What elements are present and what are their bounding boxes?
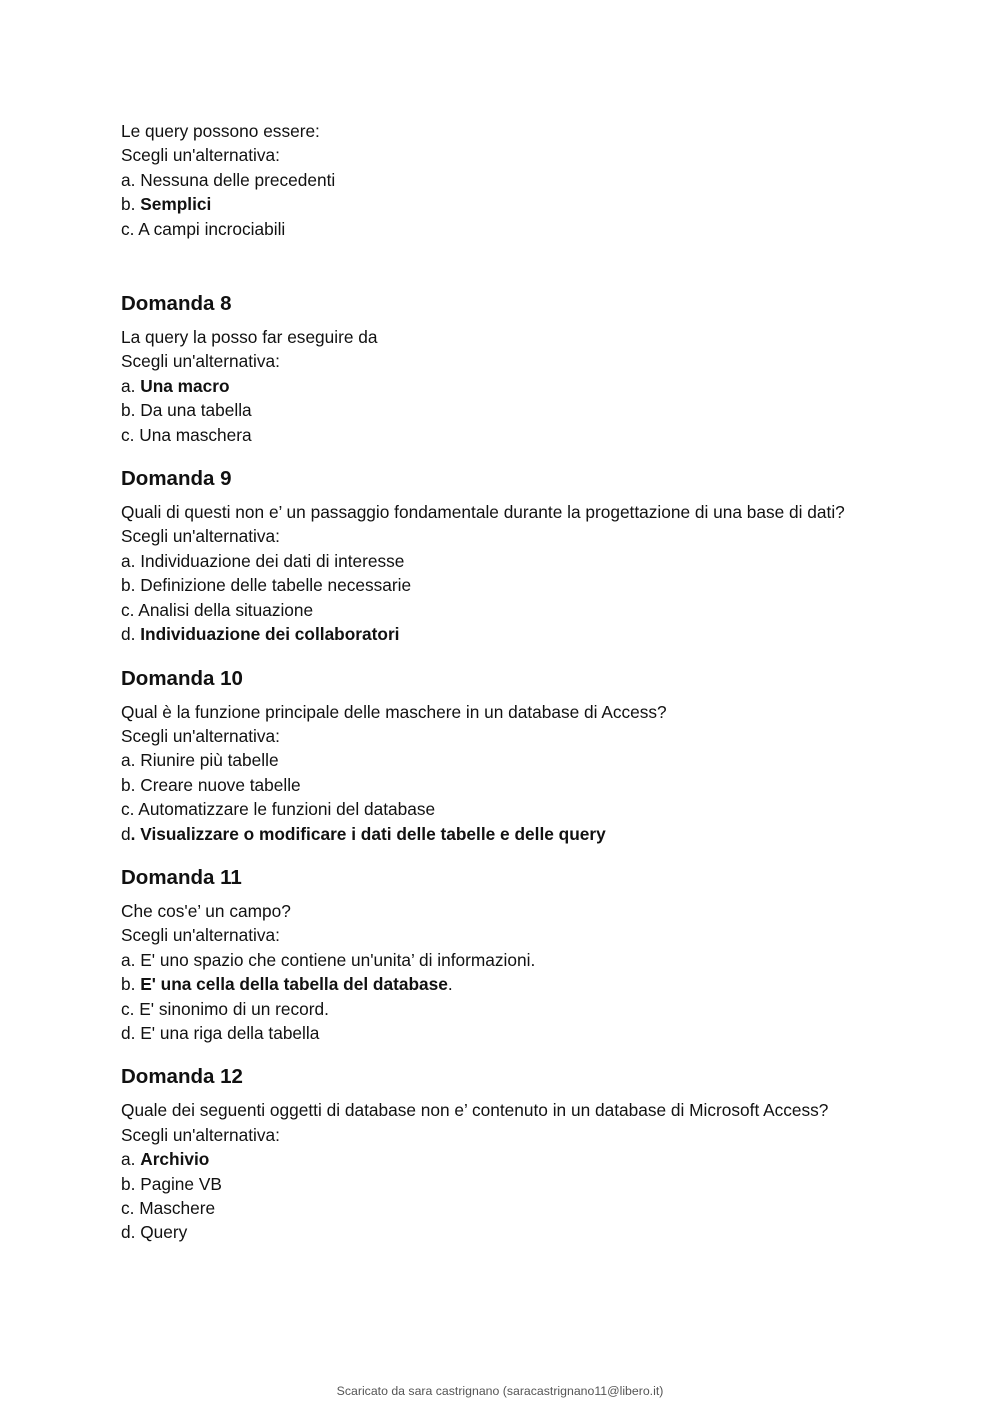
answer-option bbox=[121, 192, 921, 216]
answer-option bbox=[121, 748, 921, 772]
question-title: Domanda 8 bbox=[121, 292, 232, 316]
question-text: Quale dei seguenti oggetti di database non e’ contenuto in un database di Microsoft Access? bbox=[121, 1100, 829, 1121]
option-letter: a. bbox=[121, 1149, 141, 1170]
option-letter: c. bbox=[121, 1198, 140, 1218]
answer-option bbox=[121, 622, 921, 646]
answer-option bbox=[121, 217, 921, 241]
question-block-intro bbox=[121, 119, 921, 241]
option-letter: a. bbox=[121, 949, 141, 970]
option-text: Nessuna delle precedenti bbox=[140, 169, 336, 190]
option-text: E' sinonimo di un record. bbox=[139, 998, 329, 1019]
options-list bbox=[121, 549, 921, 647]
answer-option bbox=[121, 573, 921, 597]
question-prompt: Scegli un'alternativa: bbox=[121, 925, 280, 946]
question-prompt: Scegli un'alternativa: bbox=[121, 145, 280, 166]
question-block-11 bbox=[121, 865, 921, 1045]
answer-option bbox=[121, 797, 921, 821]
option-letter: c. bbox=[121, 599, 139, 620]
question-text: Qual è la funzione principale delle maschere in un database di Access? bbox=[121, 701, 667, 722]
answer-option bbox=[121, 549, 921, 573]
question-prompt: Scegli un'alternativa: bbox=[121, 351, 280, 372]
options-list bbox=[121, 948, 921, 1046]
question-block-12 bbox=[121, 1064, 921, 1244]
question-prompt: Scegli un'alternativa: bbox=[121, 526, 280, 547]
option-text: Creare nuove tabelle bbox=[140, 774, 301, 795]
option-letter: d bbox=[121, 823, 131, 844]
option-text: Query bbox=[140, 1222, 188, 1243]
question-title: Domanda 9 bbox=[121, 467, 232, 491]
option-letter: c. bbox=[121, 998, 140, 1019]
answer-option bbox=[121, 948, 921, 972]
option-text: A campi incrociabili bbox=[138, 218, 286, 239]
question-block-10 bbox=[121, 666, 921, 846]
option-letter: a. bbox=[121, 750, 141, 771]
answer-option bbox=[121, 1021, 921, 1045]
option-text: Individuazione dei dati di interesse bbox=[140, 550, 405, 571]
option-text-correct: Individuazione dei collaboratori bbox=[140, 624, 400, 645]
option-letter: b. bbox=[121, 575, 141, 596]
answer-option bbox=[121, 598, 921, 622]
question-block-9 bbox=[121, 466, 921, 646]
option-letter: d. bbox=[121, 1022, 141, 1043]
option-letter: a. bbox=[121, 375, 141, 396]
option-text: Maschere bbox=[139, 1198, 216, 1218]
option-text: Una maschera bbox=[139, 424, 252, 445]
option-text: Riunire più tabelle bbox=[140, 750, 279, 771]
option-suffix: . bbox=[447, 974, 453, 995]
answer-option bbox=[121, 1147, 921, 1171]
option-letter: b. bbox=[121, 1173, 141, 1194]
question-block-8 bbox=[121, 291, 921, 447]
question-prompt: Scegli un'alternativa: bbox=[121, 725, 280, 746]
option-text-correct: E' una cella della tabella del database bbox=[140, 974, 448, 995]
option-letter: a. bbox=[121, 169, 141, 190]
question-prompt: Scegli un'alternativa: bbox=[121, 1124, 280, 1145]
question-text: La query la posso far eseguire da bbox=[121, 327, 378, 348]
options-list bbox=[121, 168, 921, 241]
answer-option bbox=[121, 1172, 921, 1196]
question-text: Quali di questi non e’ un passaggio fondamentale durante la progettazione di una base di dati? bbox=[121, 502, 845, 523]
options-list bbox=[121, 1147, 921, 1245]
option-text: Definizione delle tabelle necessarie bbox=[140, 575, 412, 596]
question-text: Che cos'e’ un campo? bbox=[121, 900, 291, 921]
answer-option bbox=[121, 972, 921, 996]
option-text: Pagine VB bbox=[140, 1173, 222, 1194]
option-text: Automatizzare le funzioni del database bbox=[138, 799, 436, 820]
question-title: Domanda 10 bbox=[121, 666, 243, 690]
option-letter: c. bbox=[121, 218, 139, 239]
option-letter: a. bbox=[121, 550, 141, 571]
question-text: Le query possono essere: bbox=[121, 121, 320, 141]
option-text-correct: Una macro bbox=[140, 375, 230, 396]
option-letter: d. bbox=[121, 1222, 141, 1243]
option-text: E' uno spazio che contiene un'unita’ di informazioni. bbox=[140, 949, 536, 970]
option-text: Analisi della situazione bbox=[138, 599, 314, 620]
question-title: Domanda 11 bbox=[121, 865, 242, 889]
answer-option bbox=[121, 1196, 921, 1220]
answer-option bbox=[121, 423, 921, 447]
option-letter: c. bbox=[121, 799, 139, 820]
option-letter: b. bbox=[121, 974, 141, 995]
option-text-correct: . Visualizzare o modificare i dati delle tabelle e delle query bbox=[130, 823, 606, 844]
option-text-correct: Semplici bbox=[140, 194, 212, 215]
option-letter: b. bbox=[121, 774, 141, 795]
answer-option bbox=[121, 773, 921, 797]
document-page bbox=[121, 119, 921, 1264]
option-text: Da una tabella bbox=[140, 400, 252, 421]
option-letter: b. bbox=[121, 194, 141, 215]
option-letter: c. bbox=[121, 424, 140, 445]
option-text: E' una riga della tabella bbox=[140, 1022, 320, 1043]
answer-option bbox=[121, 822, 921, 846]
download-footer: Scaricato da sara castrignano (saracastrignano11@libero.it) bbox=[336, 1384, 664, 1398]
answer-option bbox=[121, 997, 921, 1021]
options-list bbox=[121, 374, 921, 447]
options-list bbox=[121, 748, 921, 846]
answer-option bbox=[121, 1220, 921, 1244]
question-title: Domanda 12 bbox=[121, 1065, 243, 1089]
answer-option bbox=[121, 398, 921, 422]
option-text-correct: Archivio bbox=[140, 1149, 210, 1170]
answer-option bbox=[121, 168, 921, 192]
option-letter: d. bbox=[121, 624, 141, 645]
answer-option bbox=[121, 374, 921, 398]
option-letter: b. bbox=[121, 400, 141, 421]
